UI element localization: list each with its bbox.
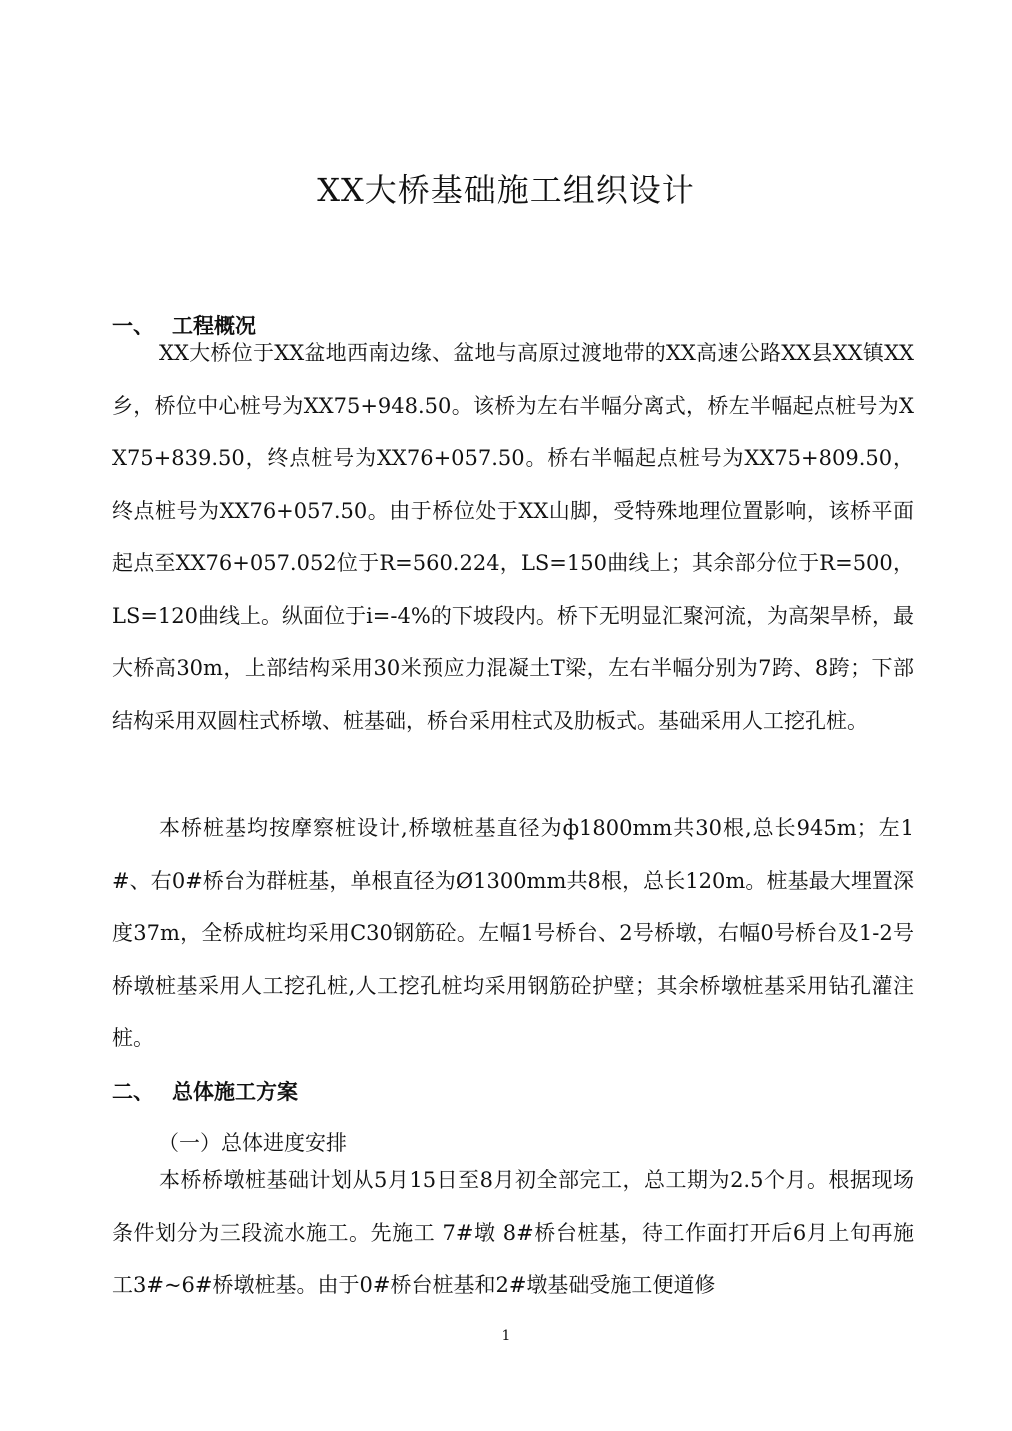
section-number: 二、 <box>112 1080 154 1104</box>
section-heading-text: 总体施工方案 <box>172 1080 298 1104</box>
subsection-heading-schedule: （一）总体进度安排 <box>158 1131 347 1155</box>
page-number: 1 <box>501 1328 511 1344</box>
section-heading-construction-plan <box>112 1077 298 1107</box>
overview-paragraph-1: XX大桥位于XX盆地西南边缘、盆地与高原过渡地带的XX高速公路XX县XX镇XX乡，桥位中心桩号为XX75+948.50。该桥为左右半幅分离式，桥左半幅起点桩号为XX75+839.50，终点桩号为XX76+057.50。桥右半幅起点桩号为XX75+809.50，终点桩号为XX76+057.50。由于桥位处于XX山脚，受特殊地理位置影响，该桥平面起点至XX76+057.052位于R=560.224，LS=150曲线上；其余部分位于R=500，LS=120曲线上。纵面位于i=-4%的下坡段内。桥下无明显汇聚河流，为高架旱桥，最大桥高30m，上部结构采用30米预应力混凝土T梁，左右半幅分别为7跨、8跨；下部结构采用双圆柱式桥墩、桩基础，桥台采用柱式及肋板式。基础采用人工挖孔桩。 <box>112 341 914 733</box>
overview-paragraph-2: 本桥桩基均按摩察桩设计,桥墩桩基直径为ф1800mm共30根,总长945m；左1#、右0#桥台为群桩基，单根直径为Ø1300mm共8根，总长120m。桩基最大埋置深度37m，全桥成桩均采用C30钢筋砼。左幅1号桥台、2号桥墩，右幅0号桥台及1-2号桥墩桩基采用人工挖孔桩,人工挖孔桩均采用钢筋砼护壁；其余桥墩桩基采用钻孔灌注桩。 <box>112 816 915 1050</box>
section-heading-text: 工程概况 <box>172 314 256 338</box>
document-title: XX大桥基础施工组织设计 <box>317 171 695 209</box>
section-number: 一、 <box>112 314 154 338</box>
schedule-paragraph: 本桥桥墩桩基础计划从5月15日至8月初全部完工，总工期为2.5个月。根据现场条件划分为三段流水施工。先施工 7#墩 8#桥台桩基，待工作面打开后6月上旬再施工3#~6#桥墩桩基。由于0#桥台桩基和2#墩基础受施工便道修 <box>112 1168 914 1297</box>
